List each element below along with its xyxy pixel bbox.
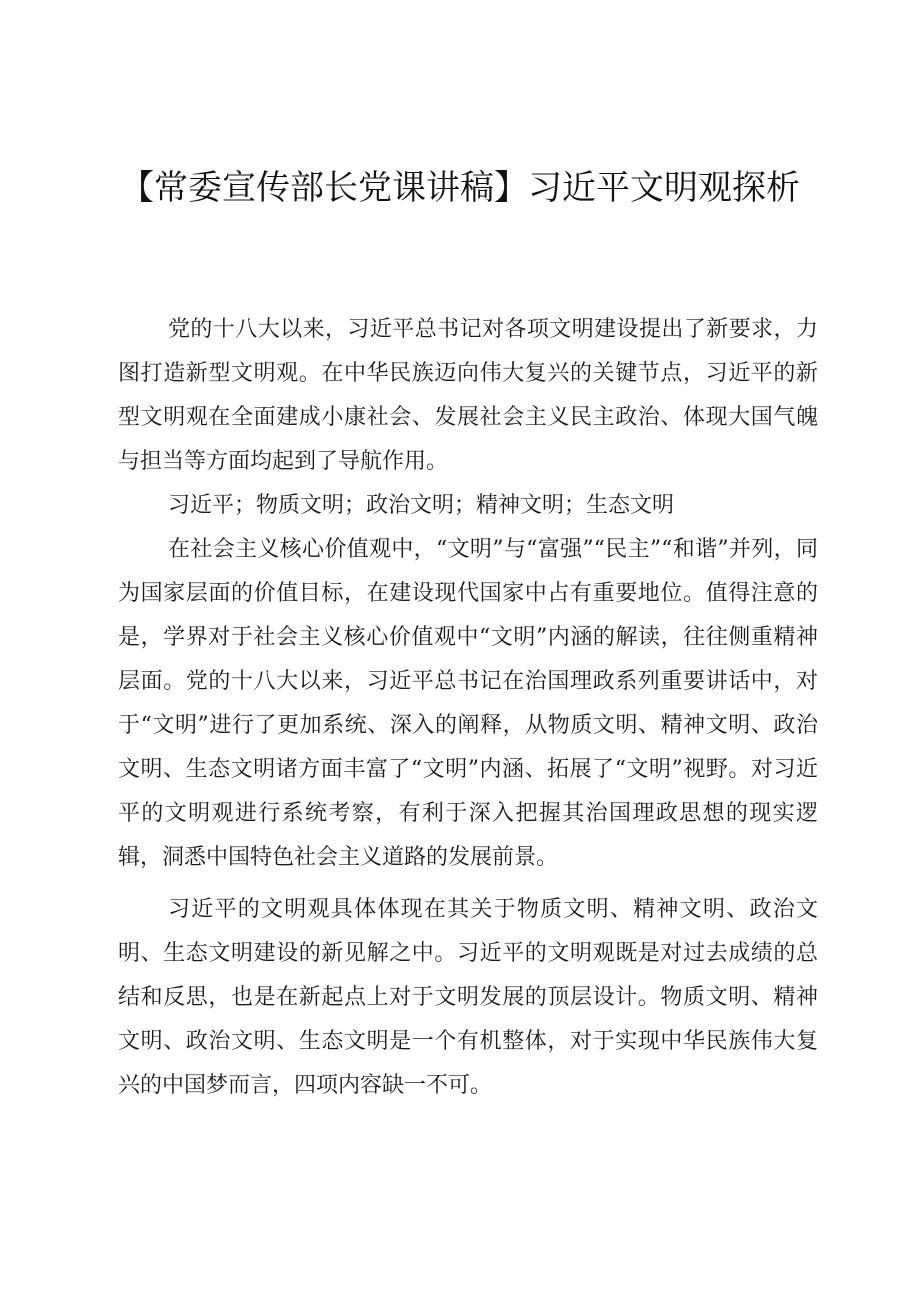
document-body xyxy=(118,308,818,1108)
paragraph-keywords: 习近平；物质文明；政治文明；精神文明；生态文明 xyxy=(168,493,675,518)
paragraph-civilization-view: 习近平的文明观具体体现在其关于物质文明、精神文明、政治文明、生态文明建设的新见解之中。习近平的文明观既是对过去成绩的总结和反思，也是在新起点上对于文明发展的顶层设计。物质文明、精神文明、政治文明、生态文明是一个有机整体，对于实现中华民族伟大复兴的中国梦而言，四项内容缺一不可。 xyxy=(118,897,818,1098)
paragraph-intro: 党的十八大以来，习近平总书记对各项文明建设提出了新要求，力图打造新型文明观。在中华民族迈向伟大复兴的关键节点，习近平的新型文明观在全面建成小康社会、发展社会主义民主政治、体现大国气魄与担当等方面均起到了导航作用。 xyxy=(118,317,818,474)
paragraph-core-values: 在社会主义核心价值观中，“文明”与“富强”“民主”“和谐”并列，同为国家层面的价值目标，在建设现代国家中占有重要地位。值得注意的是，学界对于社会主义核心价值观中“文明”内涵的解读，往往侧重精神层面。党的十八大以来，习近平总书记在治国理政系列重要讲话中，对于“文明”进行了更加系统、深入的阐释，从物质文明、精神文明、政治文明、生态文明诸方面丰富了“文明”内涵、拓展了“文明”视野。对习近平的文明观进行系统考察，有利于深入把握其治国理政思想的现实逻辑，洞悉中国特色社会主义道路的发展前景。 xyxy=(118,537,818,870)
document-title: 【常委宣传部长党课讲稿】习近平文明观探析 xyxy=(120,168,800,208)
